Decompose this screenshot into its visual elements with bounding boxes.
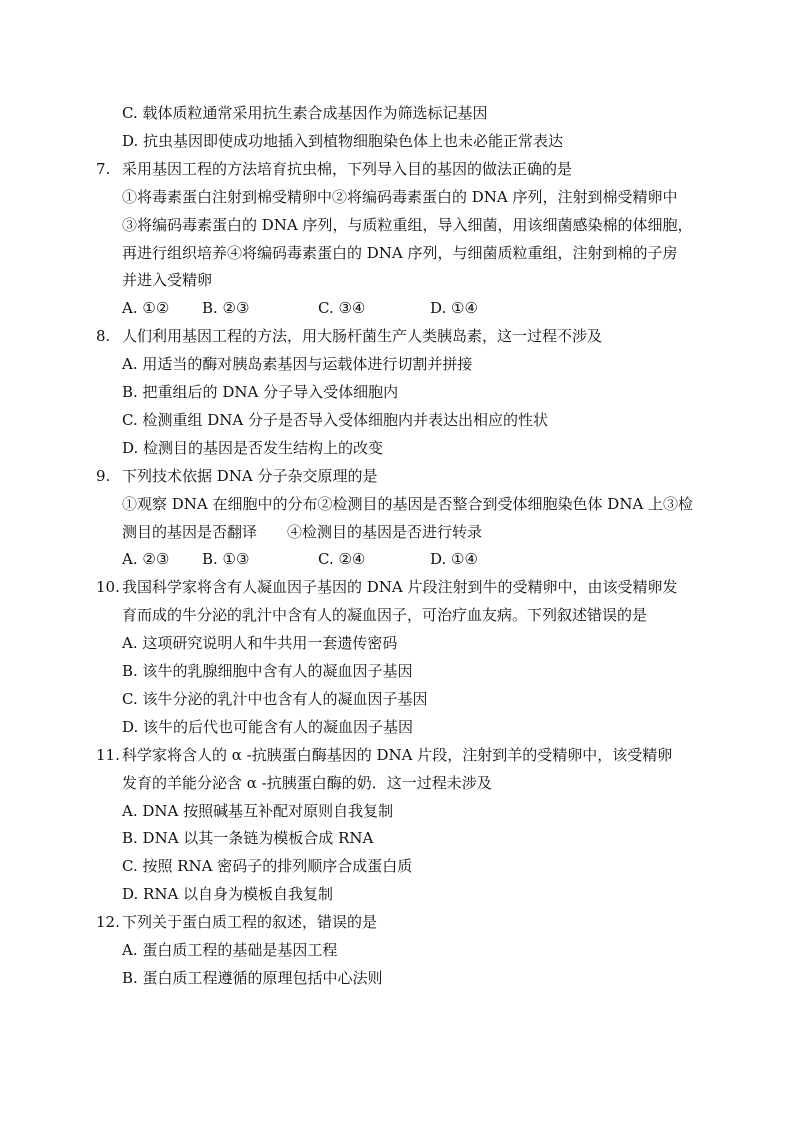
choice-item: B. ②③ [202,299,250,317]
question-text: 下列关于蛋白质工程的叙述，错误的是 [122,913,378,931]
question-line [96,159,572,179]
choice-item: D. ①④ [430,550,478,568]
question-stem-line: ③将编码毒素蛋白的 DNA 序列，与质粒重组，导入细菌，用该细菌感染棉的体细胞， [122,216,693,234]
question-text: 采用基因工程的方法培育抗虫棉，下列导入目的基因的做法正确的是 [122,160,573,178]
answer-option: D. 检测目的基因是否发生结构上的改变 [122,439,384,457]
question-stem-line: 测目的基因是否翻译 ④检测目的基因是否进行转录 [122,523,483,541]
question-number: 7. [96,160,111,178]
question-line [96,745,672,765]
question-number: 9. [96,467,111,485]
question-number: 12. [96,913,120,931]
answer-option: B. 蛋白质工程遵循的原理包括中心法则 [122,969,383,987]
answer-option: C. 按照 RNA 密码子的排列顺序合成蛋白质 [122,857,413,875]
question-text: 我国科学家将含有人凝血因子基因的 DNA 片段注射到牛的受精卵中，由该受精卵发 [122,578,678,596]
question-number: 8. [96,327,111,345]
question-stem-line: 发育的羊能分泌含 α -抗胰蛋白酶的奶．这一过程未涉及 [122,774,492,792]
answer-option: A. 这项研究说明人和牛共用一套遗传密码 [122,634,398,652]
answer-option: B. 把重组后的 DNA 分子导入受体细胞内 [122,383,399,401]
question-text: 下列技术依据 DNA 分子杂交原理的是 [122,467,378,485]
answer-option: B. 该牛的乳腺细胞中含有人的凝血因子基因 [122,662,413,680]
question-stem-line: ①将毒素蛋白注射到棉受精卵中②将编码毒素蛋白的 DNA 序列，注射到棉受精卵中 [122,188,678,206]
choice-item: A. ①② [122,299,170,317]
question-stem-line: 育而成的牛分泌的乳汁中含有人的凝血因子，可治疗血友病。下列叙述错误的是 [122,606,648,624]
question-stem-line: 并进入受精卵 [122,271,213,289]
answer-option: D. RNA 以自身为模板自我复制 [122,885,334,903]
answer-option: C. 检测重组 DNA 分子是否导入受体细胞内并表达出相应的性状 [122,411,549,429]
answer-option: B. DNA 以其一条链为模板合成 RNA [122,829,374,847]
choice-item: A. ②③ [122,550,170,568]
answer-option: D. 抗虫基因即使成功地插入到植物细胞染色体上也未必能正常表达 [122,132,564,150]
question-line [96,577,678,597]
question-number: 10. [96,578,120,596]
question-number: 11. [96,746,120,764]
choice-item: C. ③④ [318,299,366,317]
question-stem-line: ①观察 DNA 在细胞中的分布②检测目的基因是否整合到受体细胞染色体 DNA 上③检 [122,495,694,513]
answer-option: A. DNA 按照碱基互补配对原则自我复制 [122,802,394,820]
answer-option: D. 该牛的后代也可能含有人的凝血因子基因 [122,718,414,736]
answer-option: A. 用适当的酶对胰岛素基因与运载体进行切割并拼接 [122,355,473,373]
answer-option: A. 蛋白质工程的基础是基因工程 [122,941,338,959]
question-line [96,326,602,346]
question-text: 人们利用基因工程的方法，用大肠杆菌生产人类胰岛素，这一过程不涉及 [122,327,603,345]
question-stem-line: 再进行组织培养④将编码毒素蛋白的 DNA 序列，与细菌质粒重组，注射到棉的子房 [122,244,678,262]
question-line [96,912,377,932]
choice-item: B. ①③ [202,550,250,568]
question-text: 科学家将含人的 α -抗胰蛋白酶基因的 DNA 片段，注射到羊的受精卵中，该受精卵 [122,746,673,764]
choice-item: D. ①④ [430,299,478,317]
choice-item: C. ②④ [318,550,366,568]
answer-option: C. 载体质粒通常采用抗生素合成基因作为筛选标记基因 [122,104,488,122]
question-line [96,466,378,486]
answer-option: C. 该牛分泌的乳汁中也含有人的凝血因子基因 [122,690,428,708]
